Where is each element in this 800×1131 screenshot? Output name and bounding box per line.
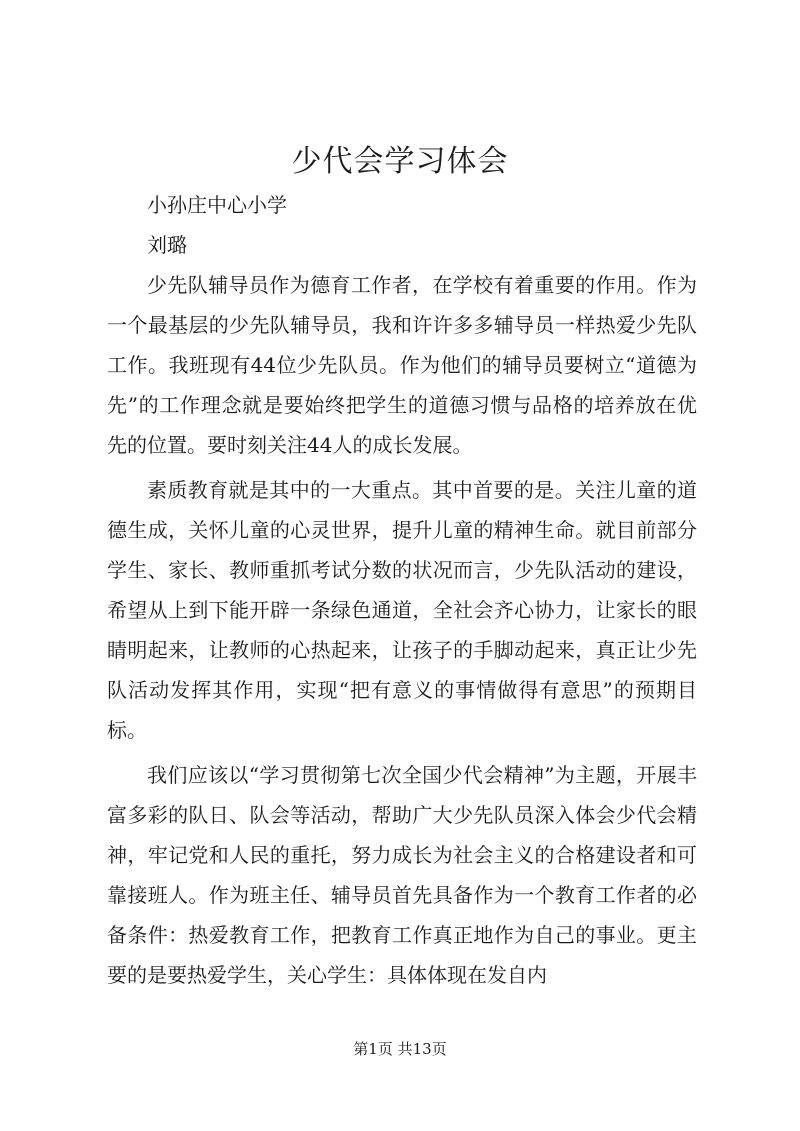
- school-name: 小孙庄中心小学: [147, 193, 287, 217]
- paragraph-3: 我们应该以“学习贯彻第七次全国少代会精神”为主题，开展丰富多彩的队日、队会等活动，帮助广大少先队员深入体会少代会精神，牢记党和人民的重托，努力成长为社会主义的合格建设者和可靠接班人。作为班主任、辅导员首先具备作为一个教育工作者的必备条件：热爱教育工作，把教育工作真正地作为自己的事业。更主要的是要热爱学生，关心学生：具体体现在发自内: [107, 763, 697, 987]
- page-footer: 第1页 共13页: [353, 1040, 447, 1058]
- paragraph-1: 少先队辅导员作为德育工作者，在学校有着重要的作用。作为一个最基层的少先队辅导员，我和许许多多辅导员一样热爱少先队工作。我班现有44位少先队员。作为他们的辅导员要树立“道德为先”的工作理念就是要始终把学生的道德习惯与品格的培养放在优先的位置。要时刻关注44人的成长发展。: [107, 273, 697, 457]
- author-name: 刘璐: [147, 233, 187, 257]
- document-title: 少代会学习体会: [291, 144, 509, 179]
- paragraph-2: 素质教育就是其中的一大重点。其中首要的是。关注儿童的道德生成，关怀儿童的心灵世界，提升儿童的精神生命。就目前部分学生、家长、教师重抓考试分数的状况而言，少先队活动的建设，希望从上到下能开辟一条绿色通道，全社会齐心协力，让家长的眼睛明起来，让教师的心热起来，让孩子的手脚动起来，真正让少先队活动发挥其作用，实现“把有意义的事情做得有意思”的预期目标。: [107, 478, 697, 742]
